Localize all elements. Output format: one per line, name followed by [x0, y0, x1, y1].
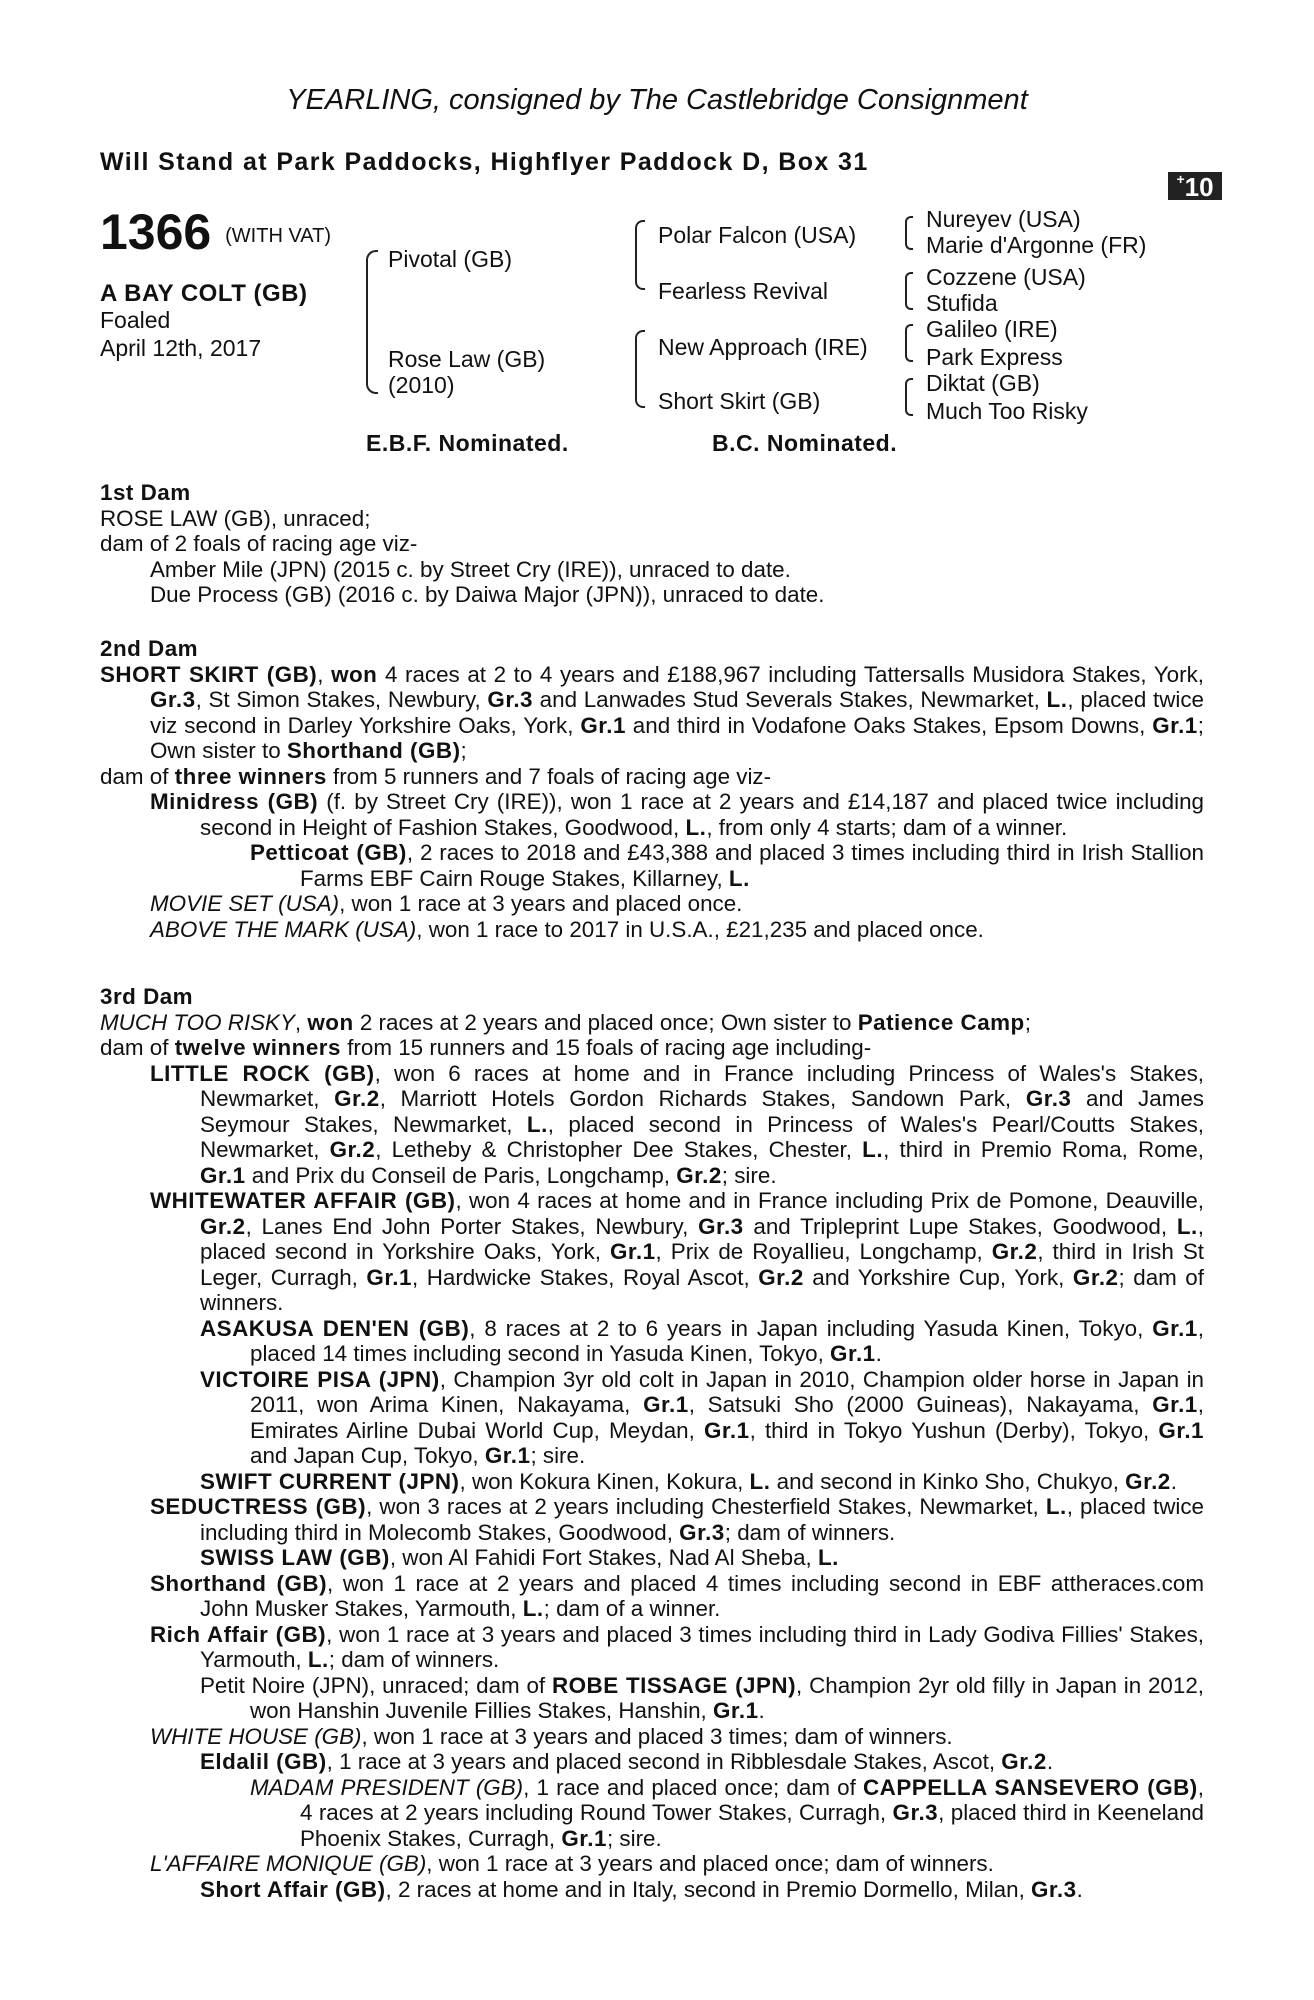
second-dam-produce: dam of three winners from 5 runners and 7 foals of racing age viz- [100, 763, 772, 789]
consignment-line: YEARLING, consigned by The Castlebridge Consignment [286, 84, 1028, 116]
dam-sire: New Approach (IRE) [658, 334, 868, 360]
produce-entry: ASAKUSA DEN'EN (GB), 8 races at 2 to 6 years in Japan including Yasuda Kinen, Tokyo, Gr.1, placed 14 times including second in Yasuda Kinen, Tokyo, Gr.1. [200, 1315, 1204, 1366]
produce-entry: ABOVE THE MARK (USA), won 1 race to 2017 in U.S.A., £21,235 and placed once. [150, 916, 984, 942]
ancestor-5: Galileo (IRE) [926, 316, 1058, 342]
stand-location: Will Stand at Park Paddocks, Highflyer Paddock D, Box 31 [100, 148, 869, 176]
badge-number: 10 [1184, 172, 1214, 202]
produce-entry: VICTOIRE PISA (JPN), Champion 3yr old colt in Japan in 2010, Champion older horse in Japan in 2011, won Arima Kinen, Nakayama, Gr.1, Satsuki Sho (2000 Guineas), Nakayama, Gr.1, Emirates Airline Dubai World Cup, Meydan, Gr.1, third in Tokyo Yushun (Derby), Tokyo, Gr.1 and Japan Cup, Tokyo, Gr.1; sire. [200, 1366, 1204, 1468]
second-dam-section [100, 636, 1204, 942]
foaled-label: Foaled [100, 307, 171, 333]
produce-entry: Eldalil (GB), 1 race at 3 years and placed second in Ribblesdale Stakes, Ascot, Gr.2. [200, 1749, 1054, 1774]
pedigree-brace-g2 [905, 272, 913, 310]
first-dam-section [100, 480, 1204, 608]
foal-entry: Amber Mile (JPN) (2015 c. by Street Cry (IRE)), unraced to date. [150, 556, 791, 582]
dam-year: (2010) [388, 372, 455, 398]
pedigree-brace-g3 [905, 324, 913, 362]
first-dam-heading: 1st Dam [100, 480, 191, 505]
ancestor-2: Marie d'Argonne (FR) [926, 232, 1147, 258]
produce-entry: Short Affair (GB), 2 races at home and in Italy, second in Premio Dormello, Milan, Gr.3. [200, 1876, 1083, 1902]
ancestor-7: Diktat (GB) [926, 370, 1040, 396]
sire-sire: Polar Falcon (USA) [658, 222, 857, 248]
badge-plus: + [1176, 171, 1185, 187]
ebf-nominated: E.B.F. Nominated. [366, 430, 569, 456]
produce-entry: SWIFT CURRENT (JPN), won Kokura Kinen, Kokura, L. and second in Kinko Sho, Chukyo, Gr.2. [200, 1468, 1177, 1494]
foal-entry: Due Process (GB) (2016 c. by Daiwa Major (JPN)), unraced to date. [150, 582, 825, 607]
ancestor-4: Stufida [926, 290, 998, 316]
pedigree-brace-main [366, 250, 378, 394]
ancestor-1: Nureyev (USA) [926, 206, 1081, 232]
bc-nominated: B.C. Nominated. [712, 430, 898, 456]
third-dam-record: MUCH TOO RISKY, won 2 races at 2 years and placed once; Own sister to Patience Camp; [100, 1009, 1031, 1035]
produce-entry: Rich Affair (GB), won 1 race at 3 years and placed 3 times including third in Lady Godiva Fillies' Stakes, Yarmouth, L.; dam of winners. [150, 1621, 1204, 1672]
lot-number: 1366 [100, 204, 212, 260]
third-dam-heading: 3rd Dam [100, 984, 194, 1009]
produce-entry: SEDUCTRESS (GB), won 3 races at 2 years including Chesterfield Stakes, Newmarket, L., placed twice including third in Molecomb Stakes, Goodwood, Gr.3; dam of winners. [150, 1494, 1205, 1545]
produce-entry: L'AFFAIRE MONIQUE (GB), won 1 race at 3 years and placed once; dam of winners. [150, 1851, 994, 1876]
second-dam-record: SHORT SKIRT (GB), won 4 races at 2 to 4 years and £188,967 including Tattersalls Musidora Stakes, York, Gr.3, St Simon Stakes, Newbury, Gr.3 and Lanwades Stud Severals Stakes, Newmarket, L., placed twice viz second in Darley Yorkshire Oaks, York, Gr.1 and third in Vodafone Oaks Stakes, Epsom Downs, Gr.1; Own sister to Shorthand (GB); [100, 661, 1205, 763]
produce-entry: MOVIE SET (USA), won 1 race at 3 years and placed once. [150, 891, 743, 916]
pedigree-brace-g4 [905, 378, 913, 416]
first-dam-foals: dam of 2 foals of racing age viz- [100, 531, 418, 556]
dam-dam: Short Skirt (GB) [658, 388, 821, 414]
foaled-date: April 12th, 2017 [100, 335, 262, 361]
third-dam-section [100, 984, 1204, 1902]
dam-name: Rose Law (GB) [388, 346, 546, 372]
lot-number-block [100, 206, 331, 262]
first-dam-name: ROSE LAW (GB), unraced; [100, 505, 371, 531]
pedigree-brace-g1 [905, 216, 913, 250]
produce-entry: Minidress (GB) (f. by Street Cry (IRE)), won 1 race at 2 years and £14,187 and placed twice including second in Height of Fashion Stakes, Goodwood, L., from only 4 starts; dam of a winner. [150, 789, 1205, 840]
produce-entry: MADAM PRESIDENT (GB), 1 race and placed once; dam of CAPPELLA SANSEVERO (GB), 4 races at 2 years including Round Tower Stakes, Curragh, Gr.3, placed third in Keeneland Phoenix Stakes, Curragh, Gr.1; sire. [250, 1774, 1204, 1851]
sire-dam: Fearless Revival [658, 278, 828, 304]
produce-entry: Petit Noire (JPN), unraced; dam of ROBE TISSAGE (JPN), Champion 2yr old filly in Japan in 2012, won Hanshin Juvenile Fillies Stakes, Hanshin, Gr.1. [200, 1672, 1205, 1723]
produce-entry: WHITEWATER AFFAIR (GB), won 4 races at home and in France including Prix de Pomone, Deauville, Gr.2, Lanes End John Porter Stakes, Newbury, Gr.3 and Tripleprint Lupe Stakes, Goodwood, L., placed second in Yorkshire Oaks, York, Gr.1, Prix de Royallieu, Longchamp, Gr.2, third in Irish St Leger, Curragh, Gr.1, Hardwicke Stakes, Royal Ascot, Gr.2 and Yorkshire Cup, York, Gr.2; dam of winners. [150, 1188, 1205, 1315]
ancestor-3: Cozzene (USA) [926, 264, 1086, 290]
lot-description: A BAY COLT (GB) [100, 280, 308, 307]
section-badge [1168, 172, 1222, 200]
produce-entry: LITTLE ROCK (GB), won 6 races at home and in France including Princess of Wales's Stakes, Newmarket, Gr.2, Marriott Hotels Gordon Richards Stakes, Sandown Park, Gr.3 and James Seymour Stakes, Newmarket, L., placed second in Princess of Wales's Pearl/Coutts Stakes, Newmarket, Gr.2, Letheby & Christopher Dee Stakes, Chester, L., third in Premio Roma, Rome, Gr.1 and Prix du Conseil de Paris, Longchamp, Gr.2; sire. [150, 1060, 1205, 1188]
third-dam-produce: dam of twelve winners from 15 runners and 15 foals of racing age including- [100, 1035, 872, 1060]
vat-label: (WITH VAT) [225, 224, 332, 247]
pedigree-brace-sire [635, 220, 645, 290]
produce-entry: Shorthand (GB), won 1 race at 2 years and placed 4 times including second in EBF attheraces.com John Musker Stakes, Yarmouth, L.; dam of a winner. [150, 1570, 1204, 1621]
produce-entry: WHITE HOUSE (GB), won 1 race at 3 years and placed 3 times; dam of winners. [150, 1723, 953, 1749]
pedigree-brace-dam [635, 330, 645, 408]
sire-name: Pivotal (GB) [388, 246, 512, 272]
produce-entry: Petticoat (GB), 2 races to 2018 and £43,388 and placed 3 times including third in Irish Stallion Farms EBF Cairn Rouge Stakes, Killarney, L. [250, 840, 1205, 891]
ancestor-8: Much Too Risky [926, 398, 1088, 424]
second-dam-heading: 2nd Dam [100, 636, 199, 661]
foaled-info [100, 306, 261, 362]
ancestor-6: Park Express [926, 344, 1063, 370]
produce-entry: SWISS LAW (GB), won Al Fahidi Fort Stakes, Nad Al Sheba, L. [200, 1545, 839, 1570]
